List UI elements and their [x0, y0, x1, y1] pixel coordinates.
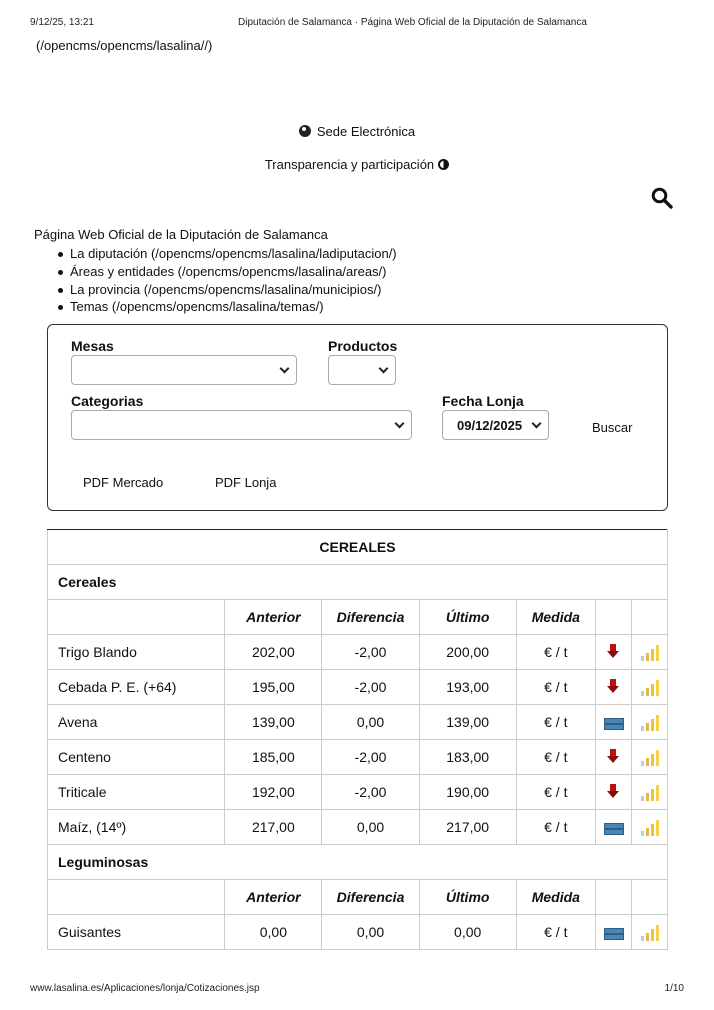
mesas-label: Mesas	[71, 338, 114, 354]
print-url: www.lasalina.es/Aplicaciones/lonja/Cotizaciones.jsp	[30, 983, 260, 994]
main-nav	[70, 245, 397, 316]
pdf-mercado-link[interactable]: PDF Mercado	[83, 475, 164, 490]
trend-down-icon	[607, 784, 619, 798]
contrast-icon[interactable]	[438, 159, 449, 170]
diferencia-value: 0,00	[322, 705, 419, 740]
anterior-value: 202,00	[225, 635, 322, 670]
product-name: Triticale	[48, 775, 225, 810]
chevron-down-icon	[379, 364, 389, 374]
filter-panel	[47, 324, 668, 511]
medida-value: € / t	[516, 740, 595, 775]
header-row	[48, 600, 668, 635]
diferencia-value: -2,00	[322, 740, 419, 775]
ultimo-value: 139,00	[419, 705, 516, 740]
site-name: Página Web Oficial de la Diputación de Salamanca	[34, 227, 328, 242]
table-row	[48, 775, 668, 810]
chevron-down-icon	[532, 419, 542, 429]
diferencia-value: -2,00	[322, 775, 419, 810]
nav-item-areas[interactable]: Áreas y entidades (/opencms/opencms/lasalina/areas/)	[70, 263, 397, 281]
medida-value: € / t	[516, 635, 595, 670]
categorias-label: Categorias	[71, 393, 144, 409]
buscar-button[interactable]: Buscar	[592, 420, 633, 435]
product-name: Guisantes	[48, 915, 225, 950]
productos-label: Productos	[328, 338, 398, 354]
mesas-select[interactable]	[71, 355, 297, 385]
medida-value: € / t	[516, 915, 595, 950]
table-title: CEREALES	[48, 530, 668, 565]
chart-bars-icon[interactable]	[640, 925, 658, 941]
group-name-cereales: Cereales	[48, 565, 668, 600]
globe-icon	[299, 125, 311, 137]
chart-bars-icon[interactable]	[640, 785, 658, 801]
print-page-number: 1/10	[664, 983, 684, 994]
product-name: Cebada P. E. (+64)	[48, 670, 225, 705]
pdf-lonja-link[interactable]: PDF Lonja	[215, 475, 277, 490]
diferencia-value: -2,00	[322, 670, 419, 705]
trend-down-icon	[607, 749, 619, 763]
search-icon[interactable]	[651, 187, 673, 209]
anterior-value: 192,00	[225, 775, 322, 810]
nav-item-provincia[interactable]: La provincia (/opencms/opencms/lasalina/municipios/)	[70, 281, 397, 299]
product-name: Maíz, (14º)	[48, 810, 225, 845]
anterior-value: 139,00	[225, 705, 322, 740]
print-page-title: Diputación de Salamanca · Página Web Oficial de la Diputación de Salamanca	[238, 17, 587, 28]
col-header-diferencia: Diferencia	[322, 880, 419, 915]
product-name: Centeno	[48, 740, 225, 775]
productos-select[interactable]	[328, 355, 396, 385]
table-row	[48, 810, 668, 845]
ultimo-value: 183,00	[419, 740, 516, 775]
col-header-ultimo: Último	[419, 880, 516, 915]
col-header-anterior: Anterior	[225, 600, 322, 635]
chevron-down-icon	[280, 364, 290, 374]
trend-equal-icon	[604, 823, 622, 834]
col-header-anterior: Anterior	[225, 880, 322, 915]
sede-label: Sede Electrónica	[316, 124, 416, 139]
categorias-select[interactable]	[71, 410, 412, 440]
ultimo-value: 217,00	[419, 810, 516, 845]
table-row	[48, 740, 668, 775]
col-header-ultimo: Último	[419, 600, 516, 635]
ultimo-value: 200,00	[419, 635, 516, 670]
diferencia-value: 0,00	[322, 915, 419, 950]
table-row	[48, 915, 668, 950]
sede-electronica-link[interactable]	[0, 124, 714, 139]
chart-bars-icon[interactable]	[640, 645, 658, 661]
col-header-medida: Medida	[516, 880, 595, 915]
anterior-value: 185,00	[225, 740, 322, 775]
anterior-value: 217,00	[225, 810, 322, 845]
chart-bars-icon[interactable]	[640, 715, 658, 731]
print-datetime: 9/12/25, 13:21	[30, 17, 94, 28]
product-name: Trigo Blando	[48, 635, 225, 670]
chart-bars-icon[interactable]	[640, 820, 658, 836]
fecha-lonja-label: Fecha Lonja	[442, 393, 524, 409]
table-row	[48, 705, 668, 740]
quotes-table	[47, 529, 668, 950]
table-row	[48, 670, 668, 705]
header-row	[48, 880, 668, 915]
fecha-lonja-select[interactable]	[442, 410, 549, 440]
transparencia-link[interactable]	[0, 157, 714, 172]
anterior-value: 0,00	[225, 915, 322, 950]
diferencia-value: -2,00	[322, 635, 419, 670]
medida-value: € / t	[516, 705, 595, 740]
col-header-diferencia: Diferencia	[322, 600, 419, 635]
medida-value: € / t	[516, 810, 595, 845]
anterior-value: 195,00	[225, 670, 322, 705]
ultimo-value: 190,00	[419, 775, 516, 810]
print-footer	[30, 983, 684, 994]
medida-value: € / t	[516, 775, 595, 810]
trend-equal-icon	[604, 928, 622, 939]
chevron-down-icon	[395, 419, 405, 429]
nav-item-temas[interactable]: Temas (/opencms/opencms/lasalina/temas/)	[70, 298, 397, 316]
ultimo-value: 193,00	[419, 670, 516, 705]
product-name: Avena	[48, 705, 225, 740]
medida-value: € / t	[516, 670, 595, 705]
chart-bars-icon[interactable]	[640, 680, 658, 696]
group-name-leguminosas: Leguminosas	[48, 845, 668, 880]
trend-down-icon	[607, 644, 619, 658]
table-row	[48, 635, 668, 670]
col-header-medida: Medida	[516, 600, 595, 635]
chart-bars-icon[interactable]	[640, 750, 658, 766]
ultimo-value: 0,00	[419, 915, 516, 950]
logo-link[interactable]: (/opencms/opencms/lasalina//)	[36, 38, 213, 53]
nav-item-diputacion[interactable]: La diputación (/opencms/opencms/lasalina/ladiputacion/)	[70, 246, 397, 261]
diferencia-value: 0,00	[322, 810, 419, 845]
trend-down-icon	[607, 679, 619, 693]
transparencia-label: Transparencia y participación	[264, 157, 435, 172]
trend-equal-icon	[604, 718, 622, 729]
fecha-lonja-value: 09/12/2025	[457, 418, 523, 433]
